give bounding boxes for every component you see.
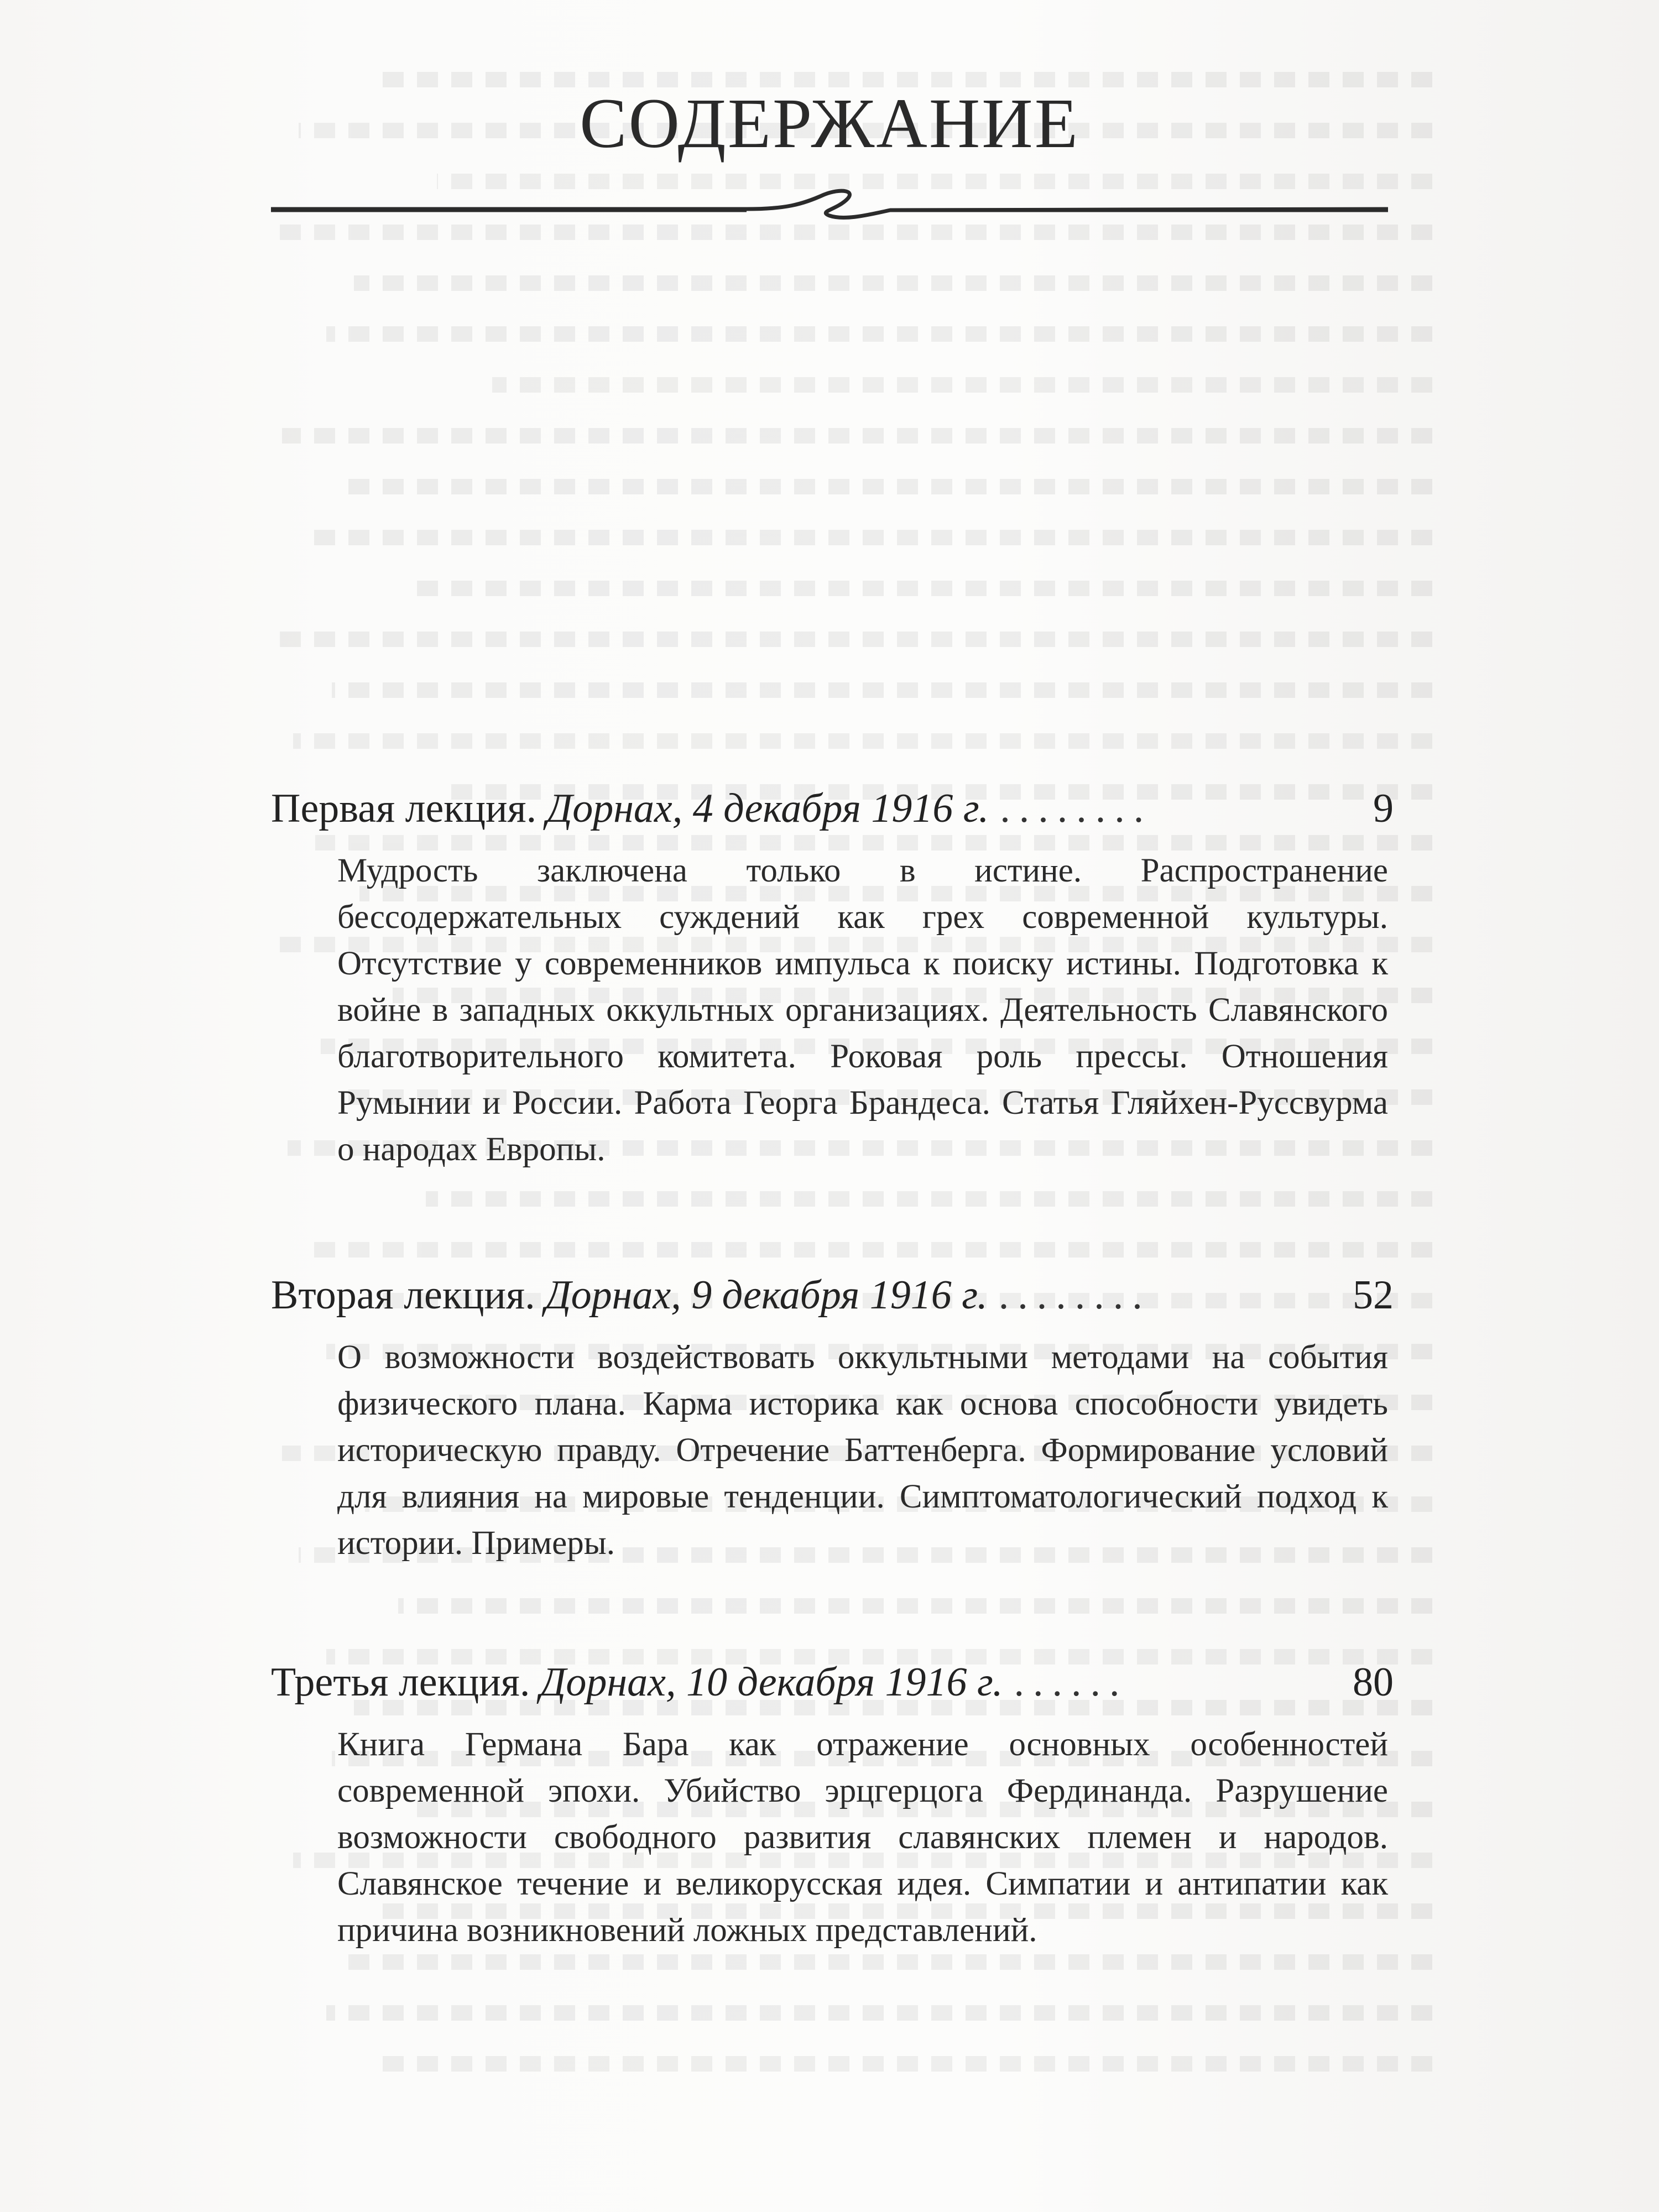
lecture-title: Вторая лекция. xyxy=(271,1272,535,1318)
lecture-summary: О возможности воздействовать оккультными методами на события физического плана. Карма историка как основа способности увидеть историческую правду. Отречение Баттенберга. Формирование условий для влияния на мировые тенденции. Симптоматологический подход к истории. Примеры. xyxy=(337,1339,1388,1562)
lecture-place-date: Дорнах, 4 декабря 1916 г. xyxy=(546,786,989,831)
toc-entry-header xyxy=(271,1659,1394,1706)
lecture-summary: Книга Германа Бара как отражение основных особенностей современной эпохи. Убийство эрцгерцога Фердинанда. Разрушение возможности свободного развития славянских племен и народов. Славянское течение и великорусская идея. Симпатии и антипатии как причина возникновений ложных представлений. xyxy=(337,1726,1388,1949)
title-underline-ornament xyxy=(271,182,1388,232)
page-title: СОДЕРЖАНИЕ xyxy=(580,84,1079,163)
toc-entry-header xyxy=(271,1272,1394,1319)
page-number: 52 xyxy=(1353,1272,1394,1318)
leader-dots: ........ xyxy=(1000,786,1153,831)
toc-entry-3 xyxy=(271,1659,1394,1954)
page-number: 9 xyxy=(1373,786,1394,831)
leader-dots: ........ xyxy=(998,1272,1151,1318)
toc-entry-header xyxy=(271,785,1394,832)
page-number: 80 xyxy=(1353,1660,1394,1705)
leader-dots: ...... xyxy=(1014,1660,1129,1705)
lecture-summary: Мудрость заключена только в истине. Распространение бессодержательных суждений как грех современной культуры. Отсутствие у современников импульса к поиску истины. Подготовка к войне в западных оккультных организациях. Деятельность Славянского благотворительного комитета. Роковая роль прессы. Отношения Румынии и России. Работа Георга Брандеса. Статья Гляйхен-Руссвурма о народах Европы. xyxy=(337,852,1388,1168)
lecture-place-date: Дорнах, 10 декабря 1916 г. xyxy=(540,1660,1003,1705)
lecture-title: Первая лекция. xyxy=(271,786,537,831)
toc-entry-1 xyxy=(271,785,1394,1173)
lecture-place-date: Дорнах, 9 декабря 1916 г. xyxy=(545,1272,988,1318)
lecture-title: Третья лекция. xyxy=(271,1660,530,1705)
toc-entry-2 xyxy=(271,1272,1394,1567)
